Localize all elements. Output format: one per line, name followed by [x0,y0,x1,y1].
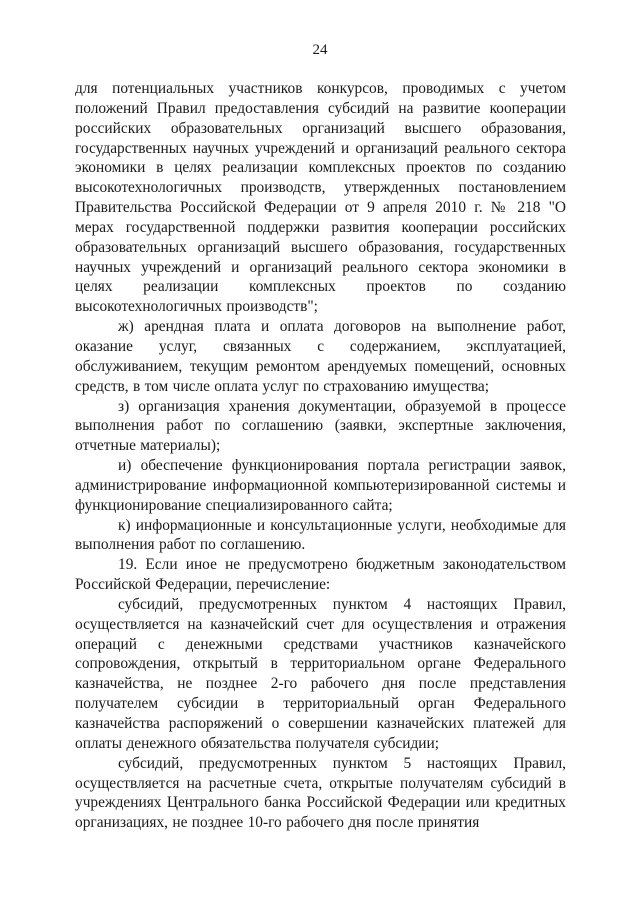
paragraph-item-zh: ж) арендная плата и оплата договоров на выполнение работ, оказание услуг, связанных с содержанием, эксплуатацией, обслуживанием, текущим ремонтом арендуемых помещений, основных средств, в том числе оплата услуг по страхованию имущества; [75,318,566,395]
paragraph-subsidies-point-5: субсидий, предусмотренных пунктом 5 настоящих Правил, осуществляется на расчетные счета, открытые получателям субсидий в учреждениях Центрального банка Российской Федерации или кредитных организациях, не позднее 10-го рабочего дня после принятия [75,754,566,832]
paragraph-item-z: з) организация хранения документации, образуемой в процессе выполнения работ по соглашению (заявки, экспертные заключения, отчетные материалы); [75,397,566,455]
paragraph-section-19: 19. Если иное не предусмотрено бюджетным законодательством Российской Федерации, перечисление: [75,556,566,594]
paragraph-item-k: к) информационные и консультационные услуги, необходимые для выполнения работ по соглашению. [75,516,566,554]
paragraph-continuation: для потенциальных участников конкурсов, проводимых с учетом положений Правил предоставления субсидий на развитие кооперации российских образовательных организаций высшего образования, государственных научных учреждений и организаций реального сектора экономики в целях реализации комплексных проектов по созданию высокотехнологичных производств, утвержденных постановлением Правительства Российской Федерации от 9 апреля 2010 г. № 218 "О мерах государственной поддержки развития кооперации российских образовательных организаций высшего образования, государственных научных учреждений и организаций реального сектора экономики в целях реализации комплексных проектов по созданию высокотехнологичных производств"; [75,80,566,316]
page-number: 24 [312,42,328,58]
document-body [75,79,566,833]
paragraph-subsidies-point-4: субсидий, предусмотренных пунктом 4 настоящих Правил, осуществляется на казначейский счет для осуществления и отражения операций с денежными средствами участников казначейского сопровождения, открытый в территориальном органе Федерального казначейства, не позднее 2-го рабочего дня после представления получателем субсидии в территориальный орган Федерального казначейства распоряжений о совершении казначейских платежей для оплаты денежного обязательства получателя субсидии; [75,595,566,752]
paragraph-item-i: и) обеспечение функционирования портала регистрации заявок, администрирование информационной компьютеризированной системы и функционирование специализированного сайта; [75,457,566,514]
